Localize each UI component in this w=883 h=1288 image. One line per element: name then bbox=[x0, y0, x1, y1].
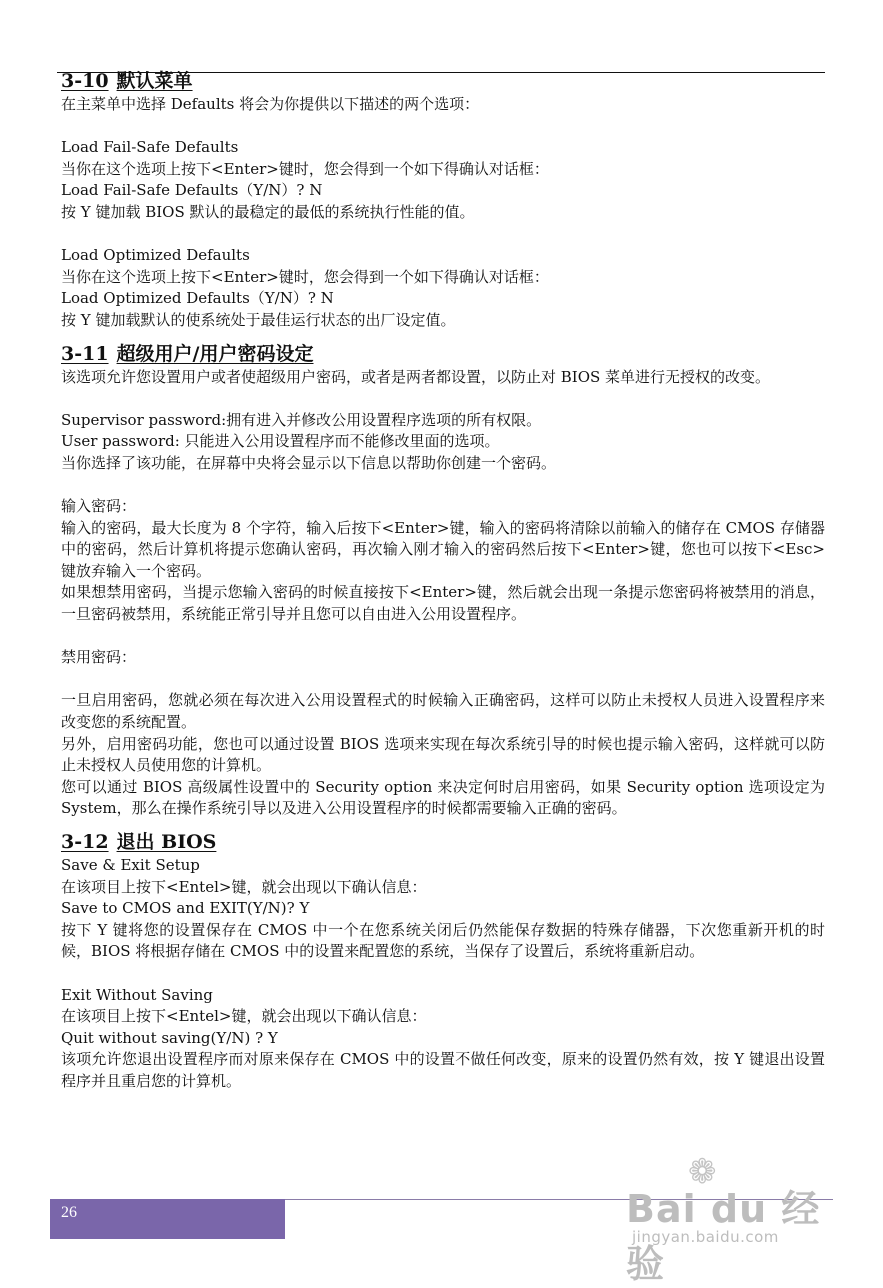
paragraph: 输入密码： bbox=[61, 497, 137, 516]
paragraph: Load Fail-Safe Defaults bbox=[61, 138, 239, 157]
section-3-12 bbox=[61, 829, 825, 1093]
paragraph: 输入的密码，最大长度为 8 个字符，输入后按下<Enter>键，输入的密码将清除以前输入的储存在 CMOS 存储器中的密码，然后计算机将提示您确认密码，再次输入刚才输入的密码然后按下<Enter>键，您也可以按下<Esc>键放弃输入一个密码。 bbox=[61, 518, 825, 580]
paragraph: Supervisor password:拥有进入并修改公用设置程序选项的所有权限。 bbox=[61, 410, 542, 429]
section-heading: 3-11 超级用户/用户密码设定 bbox=[61, 342, 314, 365]
paragraph: 按 Y 键加载 BIOS 默认的最稳定的最低的系统执行性能的值。 bbox=[61, 202, 475, 221]
paragraph: User password: 只能进入公用设置程序而不能修改里面的选项。 bbox=[61, 432, 500, 451]
paragraph: 如果想禁用密码，当提示您输入密码的时候直接按下<Enter>键，然后就会出现一条提示您密码将被禁用的消息，一旦密码被禁用，系统能正常引导并且您可以自由进入公用设置程序。 bbox=[61, 583, 825, 624]
paragraph: Save to CMOS and EXIT(Y/N)? Y bbox=[61, 899, 310, 918]
paragraph: 另外，启用密码功能，您也可以通过设置 BIOS 选项来实现在每次系统引导的时候也提示输入密码，这样就可以防止未授权人员使用您的计算机。 bbox=[61, 734, 825, 775]
paragraph: 该项允许您退出设置程序而对原来保存在 CMOS 中的设置不做任何改变，原来的设置仍然有效，按 Y 键退出设置程序并且重启您的计算机。 bbox=[61, 1050, 825, 1090]
paragraph: 一旦启用密码，您就必须在每次进入公用设置程式的时候输入正确密码，这样可以防止未授权人员进入设置程序来改变您的系统配置。 bbox=[61, 691, 825, 732]
paragraph: 您可以通过 BIOS 高级属性设置中的 Security option 来决定何时启用密码，如果 Security option 选项设定为 System，那么在操作系统引导以及进入公用设置程序的时候都需要输入正确的密码。 bbox=[61, 777, 825, 818]
paragraph: 在该项目上按下<Entel>键，就会出现以下确认信息： bbox=[61, 877, 427, 896]
paragraph: 当你在这个选项上按下<Enter>键时，您会得到一个如下得确认对话框： bbox=[61, 159, 549, 178]
section-heading: 3-12 退出 BIOS bbox=[61, 831, 217, 853]
paragraph: 按 Y 键加载默认的使系统处于最佳运行状态的出厂设定值。 bbox=[61, 310, 456, 329]
paragraph: Load Fail-Safe Defaults（Y/N）? N bbox=[61, 181, 323, 200]
watermark-url: jingyan.baidu.com bbox=[632, 1228, 779, 1246]
paragraph: Save & Exit Setup bbox=[61, 856, 200, 874]
paragraph: Quit without saving(Y/N) ? Y bbox=[61, 1028, 278, 1047]
section-3-10 bbox=[61, 68, 825, 332]
section-heading: 3-10 默认菜单 bbox=[61, 70, 193, 92]
paragraph: 在该项目上按下<Entel>键，就会出现以下确认信息： bbox=[61, 1007, 427, 1026]
section-3-11 bbox=[61, 341, 825, 820]
paragraph: Load Optimized Defaults bbox=[61, 246, 250, 265]
paragraph: 当你选择了该功能，在屏幕中央将会显示以下信息以帮助你创建一个密码。 bbox=[61, 453, 557, 472]
paragraph: 在主菜单中选择 Defaults 将会为你提供以下描述的两个选项： bbox=[61, 95, 480, 113]
paragraph: 当你在这个选项上按下<Enter>键时，您会得到一个如下得确认对话框： bbox=[61, 267, 549, 286]
paragraph: Load Optimized Defaults（Y/N）? N bbox=[61, 289, 334, 308]
watermark-logo: Bai du 经验 bbox=[626, 1187, 821, 1286]
page-number: 26 bbox=[61, 1204, 77, 1221]
paw-icon: ❁ bbox=[688, 1152, 717, 1192]
paragraph: 按下 Y 键将您的设置保存在 CMOS 中一个在您系统关闭后仍然能保存数据的特殊存储器，下次您重新开机的时候，BIOS 将根据存储在 CMOS 中的设置来配置您的系统，当保存了设置后，系统将重新启动。 bbox=[61, 920, 825, 961]
page-number-bar bbox=[50, 1199, 285, 1239]
paragraph: Exit Without Saving bbox=[61, 985, 213, 1004]
document-body bbox=[61, 68, 825, 1093]
paragraph: 禁用密码： bbox=[61, 648, 137, 667]
baidu-watermark bbox=[626, 1150, 836, 1286]
paragraph: 该选项允许您设置用户或者使超级用户密码，或者是两者都设置，以防止对 BIOS 菜单进行无授权的改变。 bbox=[61, 367, 771, 386]
